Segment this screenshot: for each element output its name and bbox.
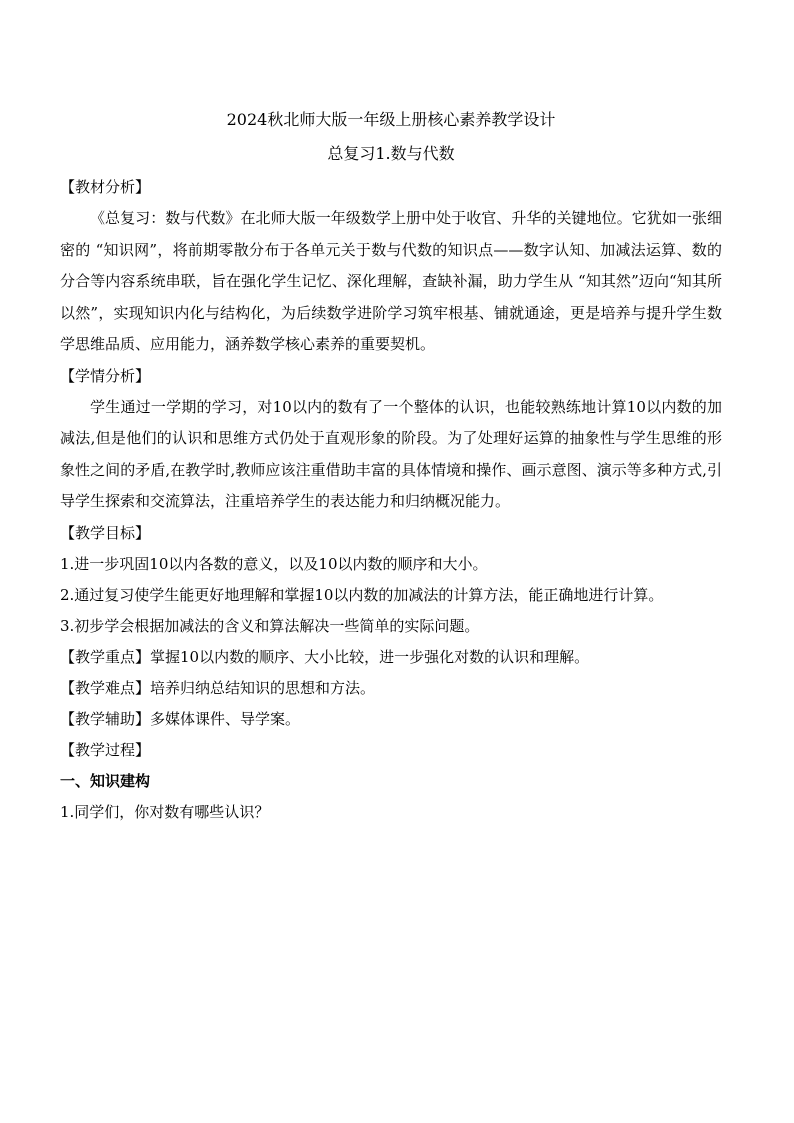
teaching-key-label: 【教学重点】: [60, 647, 151, 666]
student-analysis-text: 学生通过一学期的学习，对10以内的数有了一个整体的认识，也能较熟练地计算10以内数的加减法,但是他们的认识和思维方式仍处于直观形象的阶段。为了处理好运算的抽象性与学生思维的形象性之间的矛盾,在教学时,教师应该注重借助丰富的具体情境和操作、画示意图、演示等多种方式,引导学生探索和交流算法，注重培养学生的表达能力和归纳概况能力。: [60, 397, 722, 510]
teaching-goals-heading: 【教学目标】: [60, 523, 151, 542]
teaching-aids-text: 多媒体课件、导学案。: [150, 709, 301, 728]
teaching-key-point: [60, 642, 722, 673]
teaching-key-text: 掌握10以内数的顺序、大小比较，进一步强化对数的认识和理解。: [150, 647, 590, 666]
teaching-difficulty-text: 培养归纳总结知识的思想和方法。: [150, 678, 376, 697]
document-title: 2024秋北师大版一年级上册核心素养教学设计: [226, 110, 556, 129]
knowledge-construction-heading: 一、知识建构: [60, 771, 151, 790]
teaching-aids-label: 【教学辅助】: [60, 709, 151, 728]
document-subtitle: 总复习1.数与代数: [327, 144, 455, 163]
teaching-goal-1: 1.进一步巩固10以内各数的意义，以及10以内数的顺序和大小。: [60, 554, 488, 573]
teaching-goal-2: 2.通过复习使学生能更好地理解和掌握10以内数的加减法的计算方法，能正确地进行计算。: [60, 585, 664, 604]
material-analysis-text: 《总复习：数与代数》在北师大版一年级数学上册中处于收官、升华的关键地位。它犹如一张细密的 “知识网”，将前期零散分布于各单元关于数与代数的知识点——数字认知、加减法运算、数的分合等内容系统串联，旨在强化学生记忆、深化理解，查缺补漏，助力学生从 “知其然”迈向“知其所以然”，实现知识内化与结构化，为后续数学进阶学习筑牢根基、铺就通途，更是培养与提升学生数学思维品质、应用能力，涵养数学核心素养的重要契机。: [60, 209, 722, 353]
teaching-process-heading: 【教学过程】: [60, 740, 151, 759]
question-1: 1.同学们，你对数有哪些认识？: [60, 802, 270, 821]
teaching-difficulty: [60, 673, 722, 704]
student-analysis-heading: 【学情分析】: [60, 366, 151, 385]
material-analysis-heading: 【教材分析】: [60, 178, 151, 196]
teaching-difficulty-label: 【教学难点】: [60, 678, 151, 697]
teaching-goal-3: 3.初步学会根据加减法的含义和算法解决一些简单的实际问题。: [60, 616, 480, 635]
teaching-aids: [60, 704, 722, 735]
